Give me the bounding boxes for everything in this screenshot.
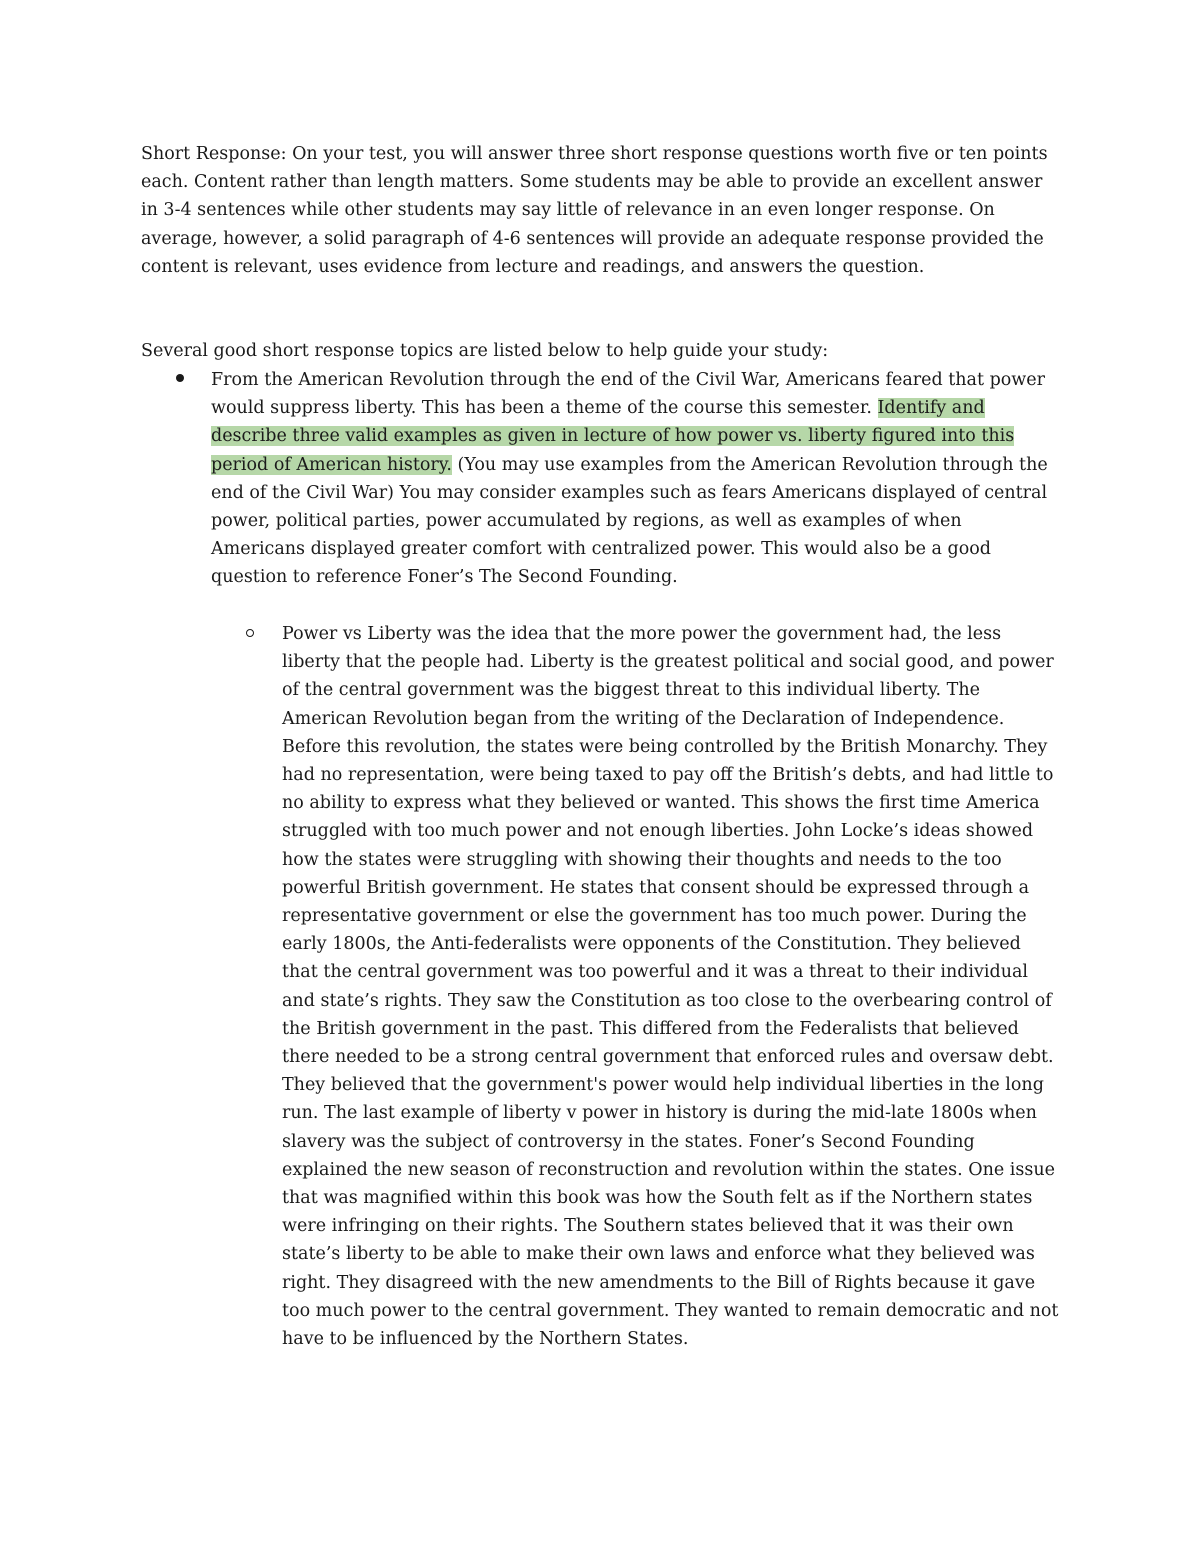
highlighted-prompt: Identify and describe three valid examples as given in lecture of how power vs. liberty figured into this period of American history. bbox=[211, 398, 1015, 475]
hollow-circle-bullet-icon bbox=[246, 629, 254, 637]
topic-bullet-item bbox=[211, 366, 1061, 592]
bullet-dot-icon bbox=[176, 374, 184, 382]
answer-paragraph: Power vs Liberty was the idea that the more power the government had, the less liberty that the people had. Liberty is the greatest political and social good, and power of the central government was the biggest threat to this individual liberty. The American Revolution began from the writing of the Declaration of Independence. Before this revolution, the states were being controlled by the British Monarchy. They had no representation, were being taxed to pay off the British’s debts, and had little to no ability to express what they believed or wanted. This shows the first time America struggled with too much power and not enough liberties. John Locke’s ideas showed how the states were struggling with showing their thoughts and needs to the too powerful British government. He states that consent should be expressed through a representative government or else the government has too much power. During the early 1800s, the Anti-federalists were opponents of the Constitution. They believed that the central government was too powerful and it was a threat to their individual and state’s rights. They saw the Constitution as too close to the overbearing control of the British government in the past. This differed from the Federalists that believed there needed to be a strong central government that enforced rules and oversaw debt. They believed that the government's power would help individual liberties in the long run. The last example of liberty v power in history is during the mid-late 1800s when slavery was the subject of controversy in the states. Foner’s Second Founding explained the new season of reconstruction and revolution within the states. One issue that was magnified within this book was how the South felt as if the Northern states were infringing on their rights. The Southern states believed that it was their own state’s liberty to be able to make their own laws and enforce what they believed was right. They disagreed with the new amendments to the Bill of Rights because it gave too much power to the central government. They wanted to remain democratic and not have to be influenced by the Northern States. bbox=[282, 624, 1059, 1350]
topics-heading: Several good short response topics are listed below to help guide your study: bbox=[141, 341, 829, 361]
bullet-text-before: From the American Revolution through the end of the Civil War, Americans feared that power would suppress liberty. This has been a theme of the course this semester. bbox=[211, 370, 1046, 419]
intro-paragraph: Short Response: On your test, you will answer three short response questions worth five or ten points each. Content rather than length matters. Some students may be able to provide an excellent answer in 3-4 sentences while other students may say little of relevance in an even longer response. On average, however, a solid paragraph of 4-6 sentences will provide an adequate response provided the content is relevant, uses evidence from lecture and readings, and answers the question. bbox=[141, 144, 1048, 277]
bullet-text-after: (You may use examples from the American Revolution through the end of the Civil War) You may consider examples such as fears Americans displayed of central power, political parties, power accumulated by regions, as well as examples of when Americans displayed greater comfort with centralized power. This would also be a good question to reference Foner’s The Second Founding. bbox=[211, 454, 1048, 588]
